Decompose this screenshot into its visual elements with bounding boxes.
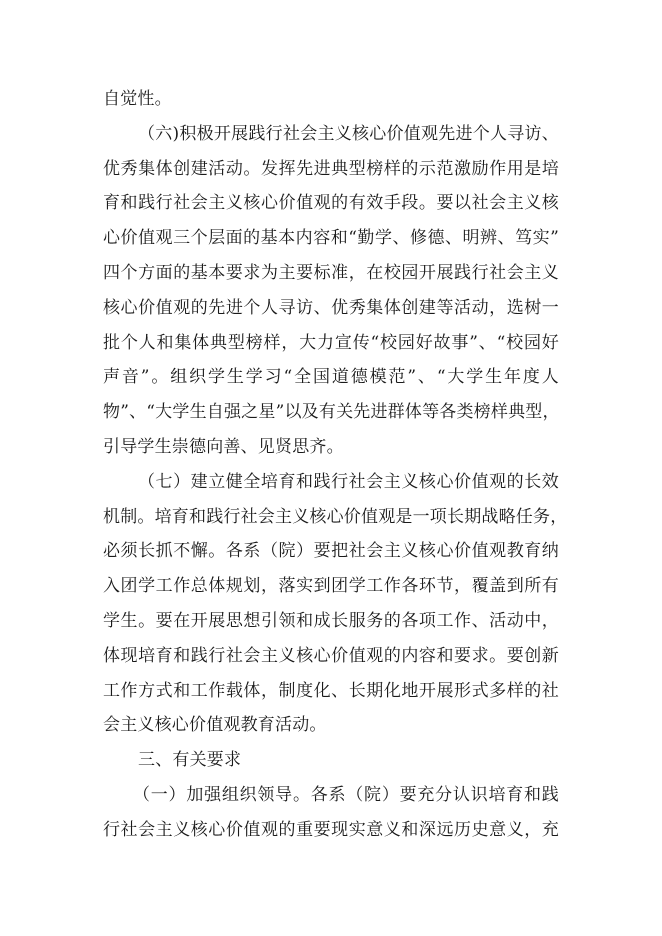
document-body: [103, 82, 568, 848]
text-line: 物”、“大学生自强之星”以及有关先进群体等各类榜样典型，: [103, 402, 560, 423]
text-line: 核心价值观的先进个人寻访、优秀集体创建等活动，选树一: [103, 297, 559, 318]
text-line: 会主义核心价值观教育活动。: [103, 715, 327, 736]
section-seven-heading-line: （七）建立健全培育和践行社会主义核心价值观的长效: [138, 471, 559, 492]
text-line: 批个人和集体典型榜样，大力宣传“校园好故事”、“校园好: [103, 332, 559, 353]
text-line: 优秀集体创建活动。发挥先进典型榜样的示范激励作用是培: [103, 158, 559, 179]
section-three-title: 三、有关要求: [138, 750, 242, 771]
text-line: 行社会主义核心价值观的重要现实意义和深远历史意义，充: [103, 819, 559, 840]
text-line: 工作方式和工作载体，制度化、长期化地开展形式多样的社: [103, 680, 559, 701]
text-line: 体现培育和践行社会主义核心价值观的内容和要求。要创新: [103, 645, 559, 666]
text-line: 机制。培育和践行社会主义核心价值观是一项长期战略任务，: [103, 506, 568, 527]
text-line: 育和践行社会主义核心价值观的有效手段。要以社会主义核: [103, 193, 559, 214]
text-line: 必须长抓不懈。各系（院）要把社会主义核心价值观教育纳: [103, 541, 559, 562]
text-line: 自觉性。: [103, 89, 172, 109]
section-six-heading-line: （六)积极开展践行社会主义核心价值观先进个人寻访、: [138, 123, 559, 144]
text-line: 心价值观三个层面的基本内容和“勤学、修德、明辨、笃实”: [103, 228, 559, 249]
text-line: 入团学工作总体规划，落实到团学工作各环节，覆盖到所有: [103, 576, 559, 597]
text-line: 声音”。组织学生学习“全国道德模范”、“大学生年度人: [103, 367, 559, 388]
text-line: 引导学生崇德向善、见贤思齐。: [103, 436, 344, 457]
text-line: 学生。要在开展思想引领和成长服务的各项工作、活动中，: [103, 610, 559, 631]
text-line: 四个方面的基本要求为主要标准，在校园开展践行社会主义: [103, 262, 559, 283]
subsection-one-heading-line: （一）加强组织领导。各系（院）要充分认识培育和践: [133, 784, 559, 805]
